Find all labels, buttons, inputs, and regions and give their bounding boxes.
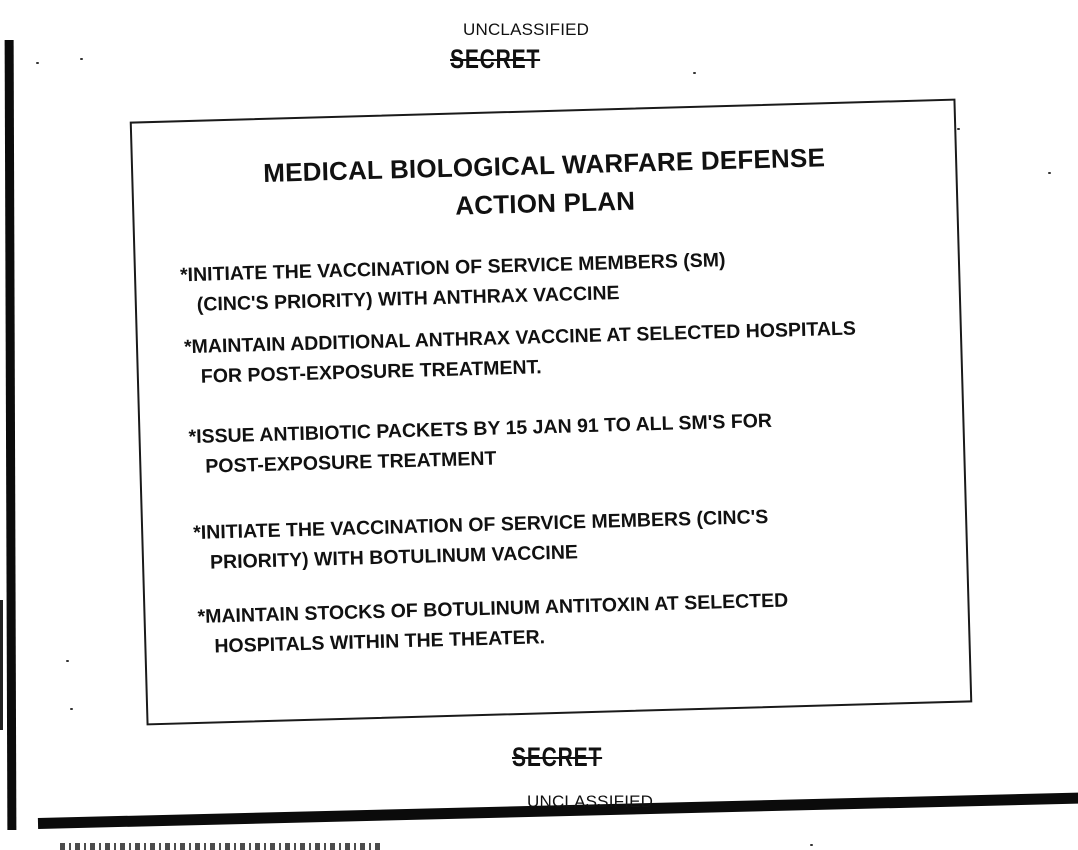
action-plan-slide [130,99,973,726]
action-item [180,245,727,320]
action-item [184,313,857,392]
scan-speck [70,708,73,710]
bottom-classification-marking: UNCLASSIFIED [527,792,654,811]
scan-speck [957,128,960,130]
action-item-line2: POST-EXPOSURE TREATMENT [205,447,497,478]
action-item-line1: *ISSUE ANTIBIOTIC PACKETS BY 15 JAN 91 TO ALL SM'S FOR [188,409,773,449]
top-classification-marking: UNCLASSIFIED [463,20,590,39]
scan-speck [693,72,696,74]
action-item [188,406,773,482]
bottom-secret-marking-struck: SECRET [512,742,603,772]
scan-border-left [5,40,17,830]
action-item-line2: (CINC'S PRIORITY) WITH ANTHRAX VACCINE [196,282,620,316]
scan-speck [66,660,69,662]
scan-speck [36,62,39,64]
action-item-line1: *MAINTAIN STOCKS OF BOTULINUM ANTITOXIN AT SELECTED [197,589,789,628]
slide-title-line1: MEDICAL BIOLOGICAL WARFARE DEFENSE [262,142,826,188]
action-item-line1: *INITIATE THE VACCINATION OF SERVICE MEMBERS (SM) [179,249,726,287]
action-item [197,585,789,661]
scan-bottom-strip [60,843,380,850]
scan-speck [80,58,83,60]
scan-edge-mark [0,600,3,730]
action-item-line2: PRIORITY) WITH BOTULINUM VACCINE [209,541,579,574]
action-item-line1: *MAINTAIN ADDITIONAL ANTHRAX VACCINE AT SELECTED HOSPITALS [183,317,857,359]
scan-speck [1048,172,1051,174]
action-item-line1: *INITIATE THE VACCINATION OF SERVICE MEMBERS (CINC'S [192,505,769,545]
slide-title-line2: ACTION PLAN [454,185,636,221]
action-item [193,502,770,578]
scan-speck [810,844,813,846]
action-item-line2: HOSPITALS WITHIN THE THEATER. [214,626,546,658]
action-item-line2: FOR POST-EXPOSURE TREATMENT. [200,356,542,388]
top-secret-marking-struck: SECRET [450,44,541,74]
